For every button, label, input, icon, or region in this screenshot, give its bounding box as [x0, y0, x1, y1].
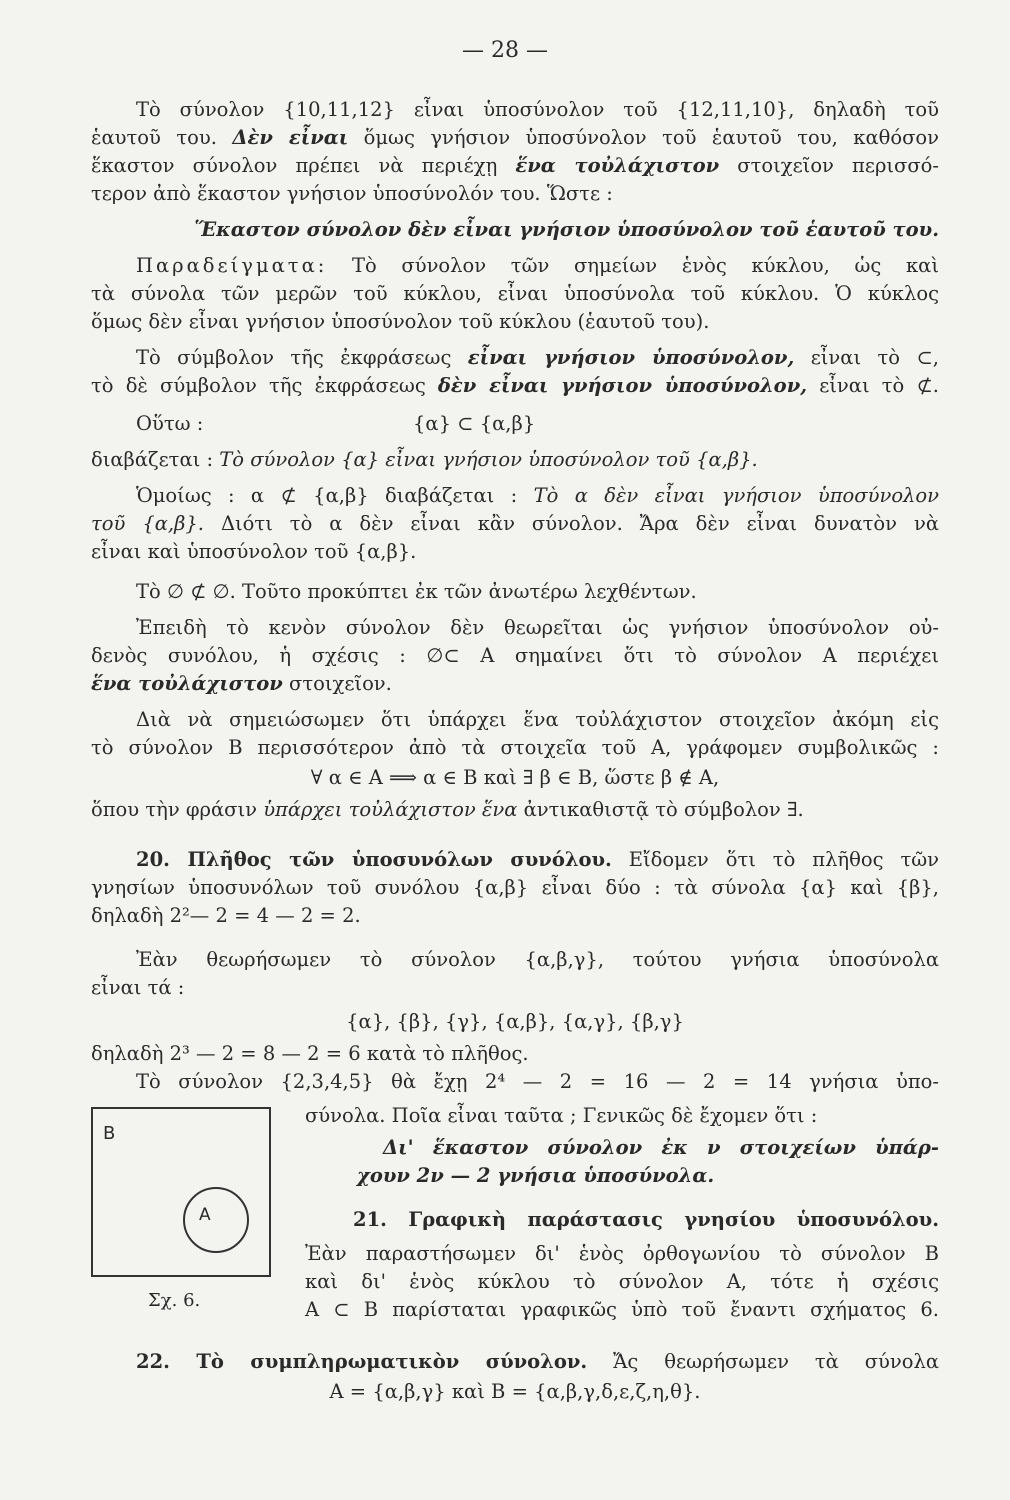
text-line: τὸ δὲ σύμβολον τῆς ἐκφράσεως δὲν εἶναι γνήσιον ὑποσύνολον, εἶναι τὸ ⊄.	[91, 374, 939, 397]
section-22-heading: 22. Τὸ συμπληρωματικὸν σύνολον. Ἄς θεωρήσωμεν τὰ σύνολα	[136, 1350, 939, 1373]
text-line: γνησίων ὑποσυνόλων τοῦ συνόλου {α,β} εἶναι δύο : τὰ σύνολα {α} καὶ {β},	[91, 876, 939, 899]
text-line: τὰ σύνολα τῶν μερῶν τοῦ κύκλου, εἶναι ὑποσύνολα τοῦ κύκλου. Ὁ κύκλος	[91, 282, 939, 305]
set-b-label: B	[103, 1123, 116, 1144]
text-line: Ἐὰν θεωρήσωμεν τὸ σύνολον {α,β,γ}, τούτου γνήσια ὑποσύνολα	[136, 948, 939, 971]
text-line: ἕκαστον σύνολον πρέπει νὰ περιέχῃ ἕνα τοὐλάχιστον στοιχεῖον περισσό-	[91, 154, 940, 177]
text-line: ἑαυτοῦ του. Δὲν εἶναι ὅμως γνήσιον ὑποσύνολον τοῦ ἑαυτοῦ του, καθόσον	[91, 126, 939, 149]
page-number: — 28 —	[462, 38, 548, 63]
text-line: Τὸ ∅ ⊄ ∅. Τοῦτο προκύπτει ἐκ τῶν ἀνωτέρω λεχθέντων.	[136, 580, 697, 603]
text-line: ὅπου τὴν φράσιν ὑπάρχει τοὐλάχιστον ἕνα ἀντικαθιστᾷ τὸ σύμβολον ∃.	[91, 798, 804, 821]
section-20-heading: 20. Πλῆθος τῶν ὑποσυνόλων συνόλου. Εἴδομεν ὅτι τὸ πλῆθος τῶν	[136, 848, 939, 871]
text-line: Τὸ σύνολον {10,11,12} εἶναι ὑποσύνολον τοῦ {12,11,10}, δηλαδὴ τοῦ	[136, 98, 939, 121]
text-line: Ὁμοίως : α ⊄ {α,β} διαβάζεται : Τὸ α δὲν εἶναι γνήσιον ὑποσύνολον	[136, 484, 940, 507]
text-line: A ⊂ B παρίσταται γραφικῶς ὑπὸ τοῦ ἔναντι σχήματος 6.	[305, 1298, 939, 1321]
text-line: τὸ σύνολον B περισσότερον ἀπὸ τὰ στοιχεῖα τοῦ A, γράφομεν συμβολικῶς :	[91, 736, 939, 759]
text-line: τοῦ {α,β}. Διότι τὸ α δὲν εἶναι κἂν σύνολον. Ἄρα δὲν εἶναι δυνατὸν νὰ	[91, 512, 939, 535]
text-line: Ἐὰν παραστήσωμεν δι' ἑνὸς ὀρθογωνίου τὸ σύνολον B	[305, 1242, 939, 1265]
text-line: ἕνα τοὐλάχιστον στοιχεῖον.	[91, 672, 392, 695]
figure-6-diagram	[91, 1107, 271, 1277]
formula-line: ∀ α ∈ A ⟹ α ∈ B καὶ ∃ β ∈ B, ὥστε β ∉ A,	[310, 766, 720, 789]
text-line: σύνολα. Ποῖα εἶναι ταῦτα ; Γενικῶς δὲ ἔχομεν ὅτι :	[305, 1104, 818, 1127]
formula-line: {α}, {β}, {γ}, {α,β}, {α,γ}, {β,γ}	[346, 1010, 684, 1033]
text-line: διαβάζεται : Τὸ σύνολον {α} εἶναι γνήσιον ὑποσύνολον τοῦ {α,β}.	[91, 448, 758, 471]
formula-line: A = {α,β,γ} καὶ B = {α,β,γ,δ,ε,ζ,η,θ}.	[329, 1380, 701, 1403]
text-line: Παραδείγματα: Τὸ σύνολον τῶν σημείων ἑνὸς κύκλου, ὡς καὶ	[136, 254, 939, 277]
text-line: εἶναι καὶ ὑποσύνολον τοῦ {α,β}.	[91, 540, 417, 563]
emphasis-statement: Ἕκαστον σύνολον δὲν εἶναι γνήσιον ὑποσύνολον τοῦ ἑαυτοῦ του.	[194, 218, 939, 241]
section-21-heading: 21. Γραφικὴ παράστασις γνησίου ὑποσυνόλου.	[353, 1208, 939, 1231]
text-line: δενὸς συνόλου, ἡ σχέσις : ∅⊂ A σημαίνει ὅτι τὸ σύνολον A περιέχει	[91, 644, 939, 667]
emphasis-statement: χουν 2ν — 2 γνήσια ὑποσύνολα.	[357, 1164, 715, 1187]
text-line: Ἐπειδὴ τὸ κενὸν σύνολον δὲν θεωρεῖται ὡς γνήσιον ὑποσύνολον οὐ-	[136, 616, 939, 639]
text-line: δηλαδὴ 2³ — 2 = 8 — 2 = 6 κατὰ τὸ πλῆθος.	[91, 1042, 529, 1065]
text-line: Τὸ σύνολον {2,3,4,5} θὰ ἔχῃ 2⁴ — 2 = 16 — 2 = 14 γνήσια ὑπο-	[136, 1070, 939, 1093]
text-line: Διὰ νὰ σημειώσωμεν ὅτι ὑπάρχει ἕνα τοὐλάχιστον στοιχεῖον ἀκόμη εἰς	[136, 708, 939, 731]
text-line: Τὸ σύμβολον τῆς ἐκφράσεως εἶναι γνήσιον ὑποσύνολον, εἶναι τὸ ⊂,	[136, 346, 939, 369]
text-line: Οὕτω : {α} ⊂ {α,β}	[136, 412, 536, 435]
set-a-circle	[183, 1187, 249, 1253]
text-line: ὅμως δὲν εἶναι γνήσιον ὑποσύνολον τοῦ κύκλου (ἑαυτοῦ του).	[91, 310, 710, 333]
text-line: δηλαδὴ 2²— 2 = 4 — 2 = 2.	[91, 904, 361, 927]
emphasis-statement: Δι' ἕκαστον σύνολον ἐκ ν στοιχείων ὑπάρ-	[383, 1136, 939, 1159]
text-line: εἶναι τά :	[91, 976, 185, 999]
text-line: καὶ δι' ἑνὸς κύκλου τὸ σύνολον A, τότε ἡ σχέσις	[305, 1270, 939, 1293]
text-line: τερον ἀπὸ ἕκαστον γνήσιον ὑποσύνολόν του. Ὥστε :	[91, 182, 613, 205]
set-a-label: A	[199, 1205, 211, 1225]
figure-caption: Σχ. 6.	[148, 1290, 201, 1311]
